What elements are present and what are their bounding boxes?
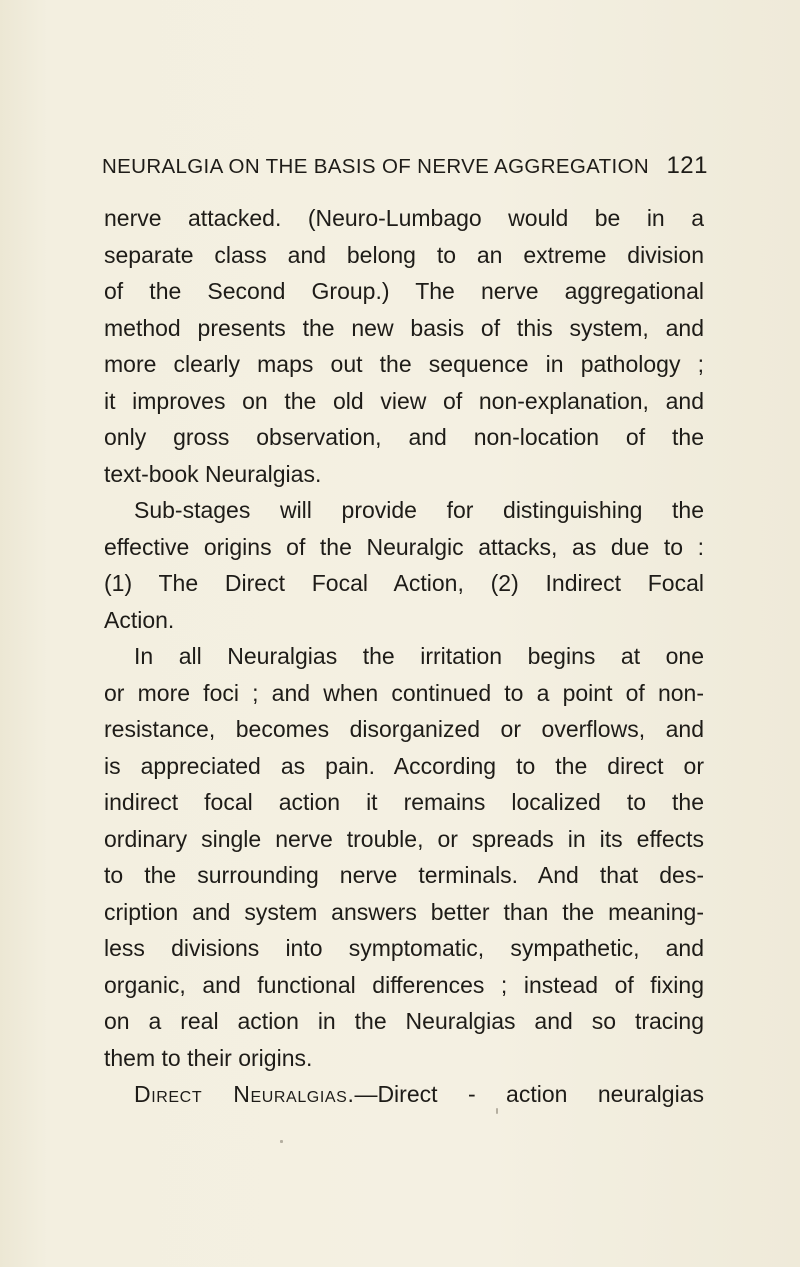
text-line: Sub-stages will provide for distinguishing the [134,497,704,523]
text-line: less divisions into symptomatic, sympathetic, and [104,935,704,961]
section-text: —Direct - action neuralgias [354,1081,704,1107]
section-heading: Direct Neuralgias. [134,1081,355,1107]
text-line: or more foci ; and when continued to a point of non- [104,679,704,706]
text-line: method presents the new basis of this system, and [104,314,704,341]
running-head [102,152,708,188]
text-line: effective origins of the Neuralgic attacks, as due to : [104,533,704,560]
text-line: to the surrounding nerve terminals. And that des- [104,862,704,888]
text-line: separate class and belong to an extreme division [104,241,704,268]
text-line: nerve attacked. (Neuro-Lumbago would be in a [104,205,704,231]
paper-speck [280,1140,283,1143]
text-line: more clearly maps out the sequence in pathology ; [104,351,704,377]
text-line: Action. [104,606,175,633]
text-line: ordinary single nerve trouble, or spreads in its effects [104,825,704,852]
text-line: is appreciated as pain. According to the direct or [104,752,704,779]
text-line: only gross observation, and non-location of the [104,424,704,450]
text-line: it improves on the old view of non-explanation, and [104,387,704,414]
text-line: In all Neuralgias the irritation begins at one [134,643,704,669]
section-start-line [104,1076,704,1113]
paper-speck [496,1108,498,1114]
text-line: (1) The Direct Focal Action, (2) Indirect Focal [104,570,704,596]
running-title: NEURALGIA ON THE BASIS OF NERVE AGGREGATION [102,155,650,178]
text-line: text-book Neuralgias. [104,460,322,487]
page-number: 121 [666,152,708,179]
text-line: them to their origins. [104,1044,313,1071]
text-line: organic, and functional differences ; instead of fixing [104,971,704,998]
text-line: on a real action in the Neuralgias and so tracing [104,1008,704,1034]
body-text [104,200,704,1113]
text-line: of the Second Group.) The nerve aggregational [104,278,704,304]
text-line: resistance, becomes disorganized or overflows, and [104,716,704,742]
text-line: cription and system answers better than the meaning- [104,898,704,925]
text-line: indirect focal action it remains localized to the [104,789,704,815]
